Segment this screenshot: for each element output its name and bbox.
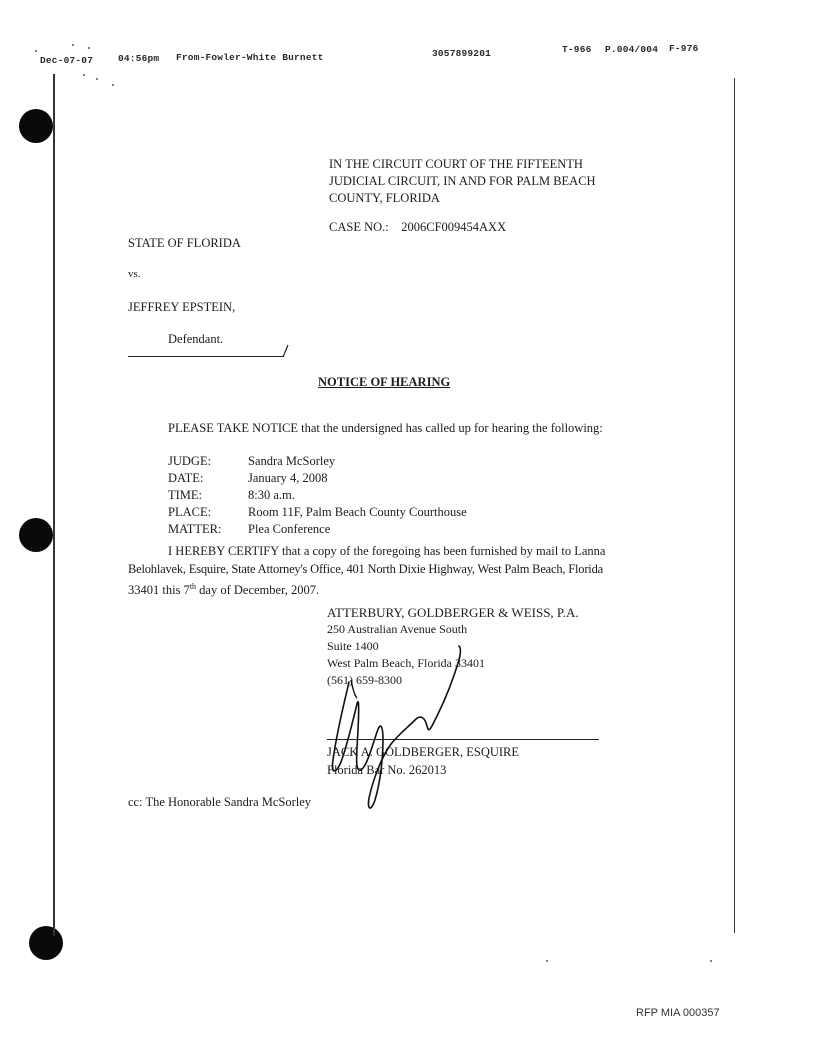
firm-name: ATTERBURY, GOLDBERGER & WEISS, P.A.	[327, 605, 579, 620]
detail-label: TIME:	[168, 488, 203, 502]
detail-label: JUDGE:	[168, 454, 212, 468]
plaintiff: STATE OF FLORIDA	[128, 236, 241, 250]
binder-hole	[19, 109, 53, 143]
signer-block	[327, 743, 519, 779]
firm-city: West Palm Beach, Florida 33401	[327, 656, 486, 670]
detail-place	[168, 504, 467, 521]
case-number: 2006CF009454AXX	[401, 220, 507, 234]
scan-speck	[72, 44, 74, 46]
scan-speck	[96, 78, 98, 80]
firm-phone: (561) 659-8300	[327, 673, 402, 687]
binder-hole	[19, 518, 53, 552]
bates-number: RFP MIA 000357	[636, 1007, 720, 1019]
firm-suite: Suite 1400	[327, 639, 379, 653]
firm-street: 250 Australian Avenue South	[327, 622, 468, 636]
handwritten-signature	[325, 640, 475, 815]
fax-time: 04:56pm	[118, 53, 160, 64]
certificate-of-service	[128, 543, 688, 600]
detail-value: Sandra McSorley	[248, 454, 336, 468]
certificate-line-3-pre: 33401 this 7	[128, 583, 190, 598]
scan-speck	[112, 84, 114, 86]
versus: vs.	[128, 268, 141, 280]
fax-from: From-Fowler-White Burnett	[176, 52, 324, 63]
scan-speck	[546, 960, 548, 962]
case-number-line	[329, 220, 506, 235]
cc-line: cc: The Honorable Sandra McSorley	[128, 795, 312, 809]
scan-speck	[83, 74, 85, 76]
right-page-edge	[734, 78, 735, 933]
case-label: CASE NO.:	[329, 220, 389, 234]
detail-value: 8:30 a.m.	[248, 488, 295, 502]
detail-label: DATE:	[168, 471, 204, 485]
fax-number: 3057899201	[432, 48, 492, 59]
hearing-details	[168, 453, 467, 538]
certificate-line-3-post: day of December, 2007.	[196, 583, 320, 598]
defendant: JEFFREY EPSTEIN,	[128, 300, 236, 314]
left-page-edge	[53, 74, 55, 936]
notice-title: NOTICE OF HEARING	[318, 375, 451, 389]
signer-bar-number: Florida Bar No. 262013	[327, 763, 447, 777]
detail-matter	[168, 521, 467, 538]
court-line-3: COUNTY, FLORIDA	[329, 191, 440, 205]
detail-value: January 4, 2008	[248, 471, 328, 485]
certificate-line-3	[128, 578, 688, 600]
fax-date: Dec-07-07	[40, 55, 94, 66]
binder-hole	[29, 926, 63, 960]
caption-slash	[280, 344, 290, 358]
detail-judge	[168, 453, 467, 470]
court-line-1: IN THE CIRCUIT COURT OF THE FIFTEENTH	[329, 157, 583, 171]
detail-value: Plea Conference	[248, 522, 331, 536]
fax-t-code: T-966	[562, 44, 592, 55]
detail-date	[168, 470, 467, 487]
defendant-role: Defendant.	[168, 332, 224, 346]
certificate-line-2: Belohlavek, Esquire, State Attorney's Office, 401 North Dixie Highway, West Palm Beach, Florida	[128, 561, 603, 576]
scan-speck	[88, 47, 90, 49]
court-caption	[329, 156, 596, 207]
scan-speck	[710, 960, 712, 962]
fax-page: P.004/004	[605, 44, 659, 55]
certificate-line-1: I HEREBY CERTIFY that a copy of the foregoing has been furnished by mail to Lanna	[168, 544, 606, 558]
detail-label: MATTER:	[168, 522, 222, 536]
court-line-2: JUDICIAL CIRCUIT, IN AND FOR PALM BEACH	[329, 174, 596, 188]
detail-label: PLACE:	[168, 505, 212, 519]
notice-intro: PLEASE TAKE NOTICE that the undersigned has called up for hearing the following:	[168, 421, 603, 435]
detail-time	[168, 487, 467, 504]
signer-name: JACK A. GOLDBERGER, ESQUIRE	[327, 745, 520, 759]
fax-f-code: F-976	[669, 43, 699, 54]
caption-rule	[128, 356, 284, 357]
certificate-ordinal: th	[189, 582, 197, 591]
scan-speck	[35, 50, 37, 52]
detail-value: Room 11F, Palm Beach County Courthouse	[248, 505, 467, 519]
